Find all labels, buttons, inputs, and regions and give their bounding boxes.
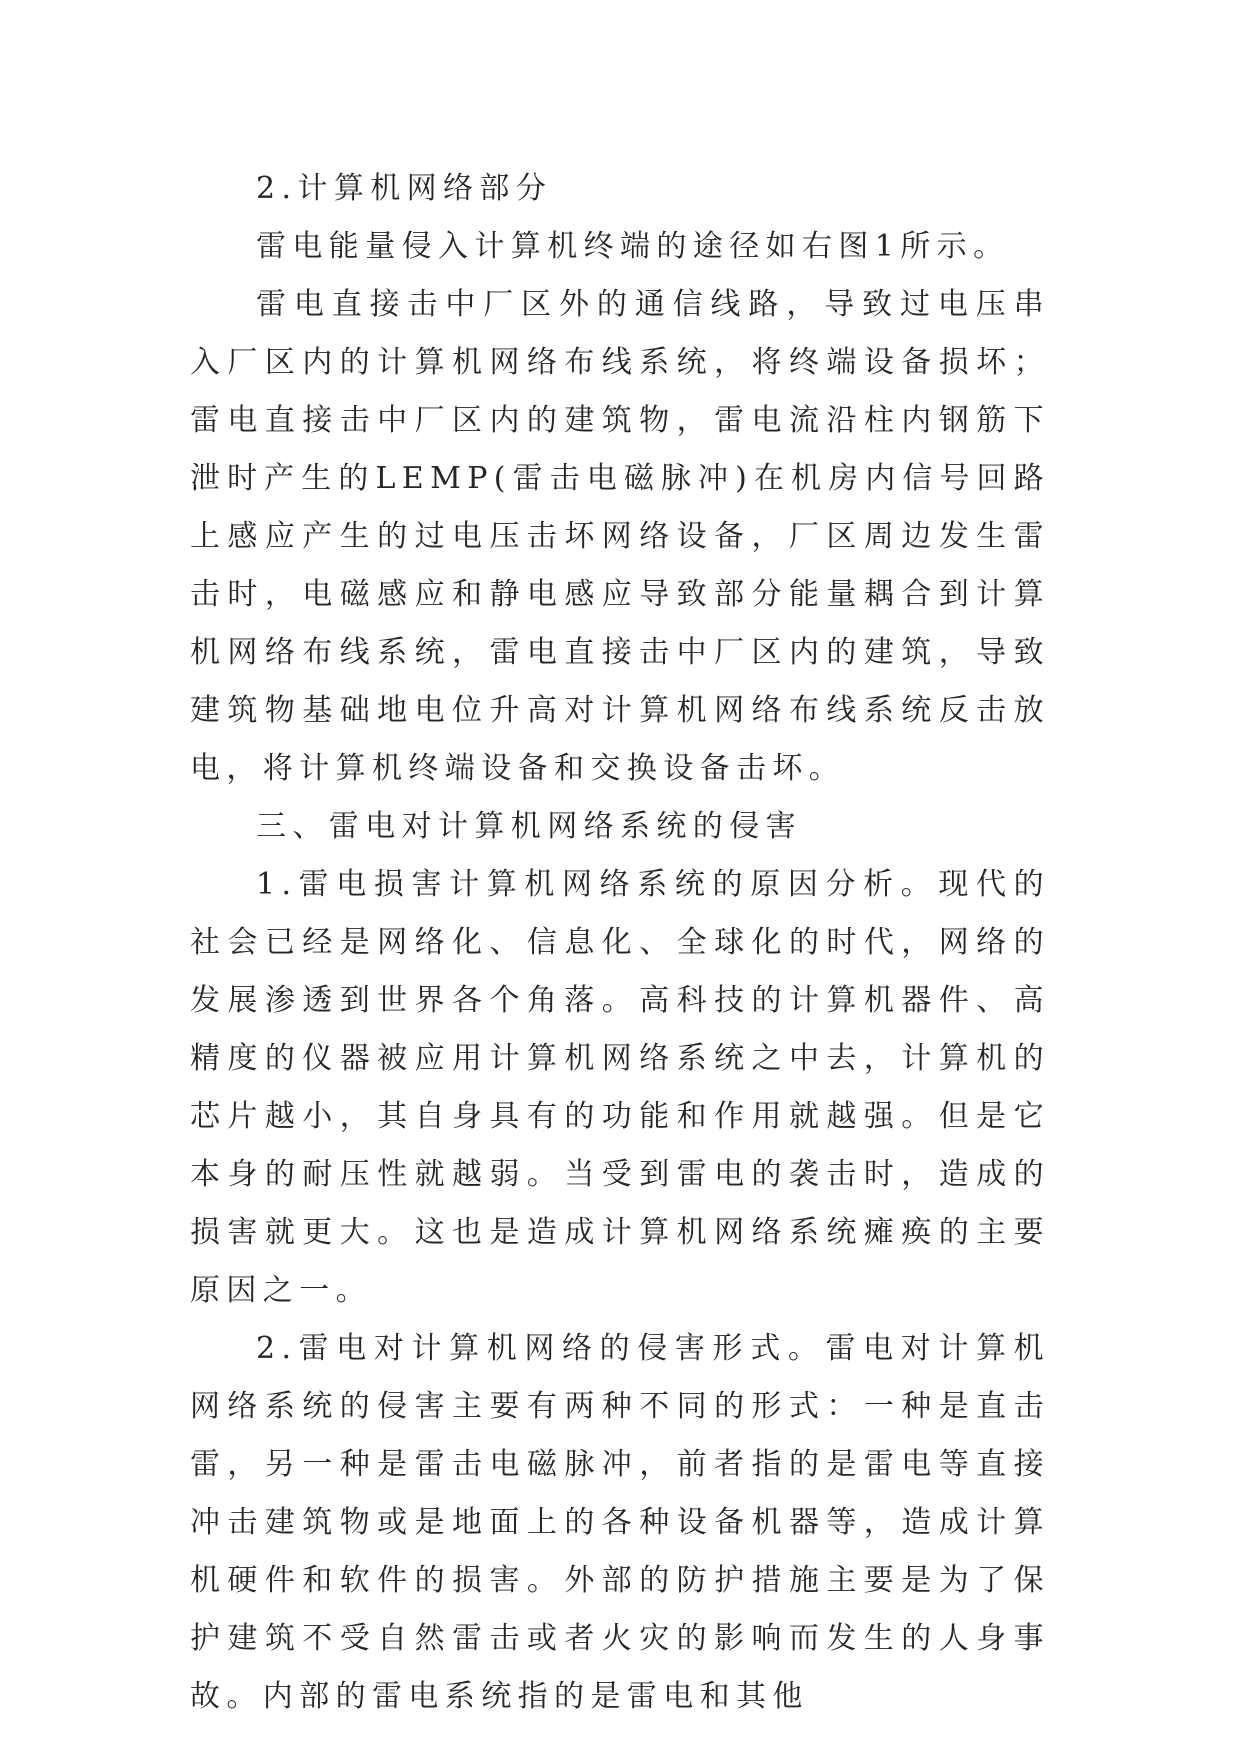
- document-body: [190, 160, 1050, 1726]
- paragraph-lightning-paths: 雷电直接击中厂区外的通信线路，导致过电压串入厂区内的计算机网络布线系统，将终端设备损坏；雷电直接击中厂区内的建筑物，雷电流沿柱内钢筋下泄时产生的LEMP(雷击电磁脉冲)在机房内信号回路上感应产生的过电压击坏网络设备，厂区周边发生雷击时，电磁感应和静电感应导致部分能量耦合到计算机网络布线系统，雷电直接击中厂区内的建筑，导致建筑物基础地电位升高对计算机网络布线系统反击放电，将计算机终端设备和交换设备击坏。: [190, 287, 1050, 786]
- subsection-heading-network: 2.计算机网络部分: [256, 171, 553, 206]
- section-heading-harm: 三、雷电对计算机网络系统的侵害: [256, 809, 802, 844]
- paragraph-harm-forms: 2.雷电对计算机网络的侵害形式。雷电对计算机网络系统的侵害主要有两种不同的形式：一种是直击雷，另一种是雷击电磁脉冲，前者指的是雷电等直接冲击建筑物或是地面上的各种设备机器等，造成计算机硬件和软件的损害。外部的防护措施主要是为了保护建筑不受自然雷击或者火灾的影响而发生的人身事故。内部的雷电系统指的是雷电和其他: [190, 1331, 1050, 1714]
- paragraph-cause-analysis: 1.雷电损害计算机网络系统的原因分析。现代的社会已经是网络化、信息化、全球化的时代，网络的发展渗透到世界各个角落。高科技的计算机器件、高精度的仪器被应用计算机网络系统之中去，计算机的芯片越小，其自身具有的功能和作用就越强。但是它本身的耐压性就越弱。当受到雷电的袭击时，造成的损害就更大。这也是造成计算机网络系统瘫痪的主要原因之一。: [190, 867, 1050, 1308]
- paragraph-intro: 雷电能量侵入计算机终端的途径如右图1所示。: [256, 229, 1010, 264]
